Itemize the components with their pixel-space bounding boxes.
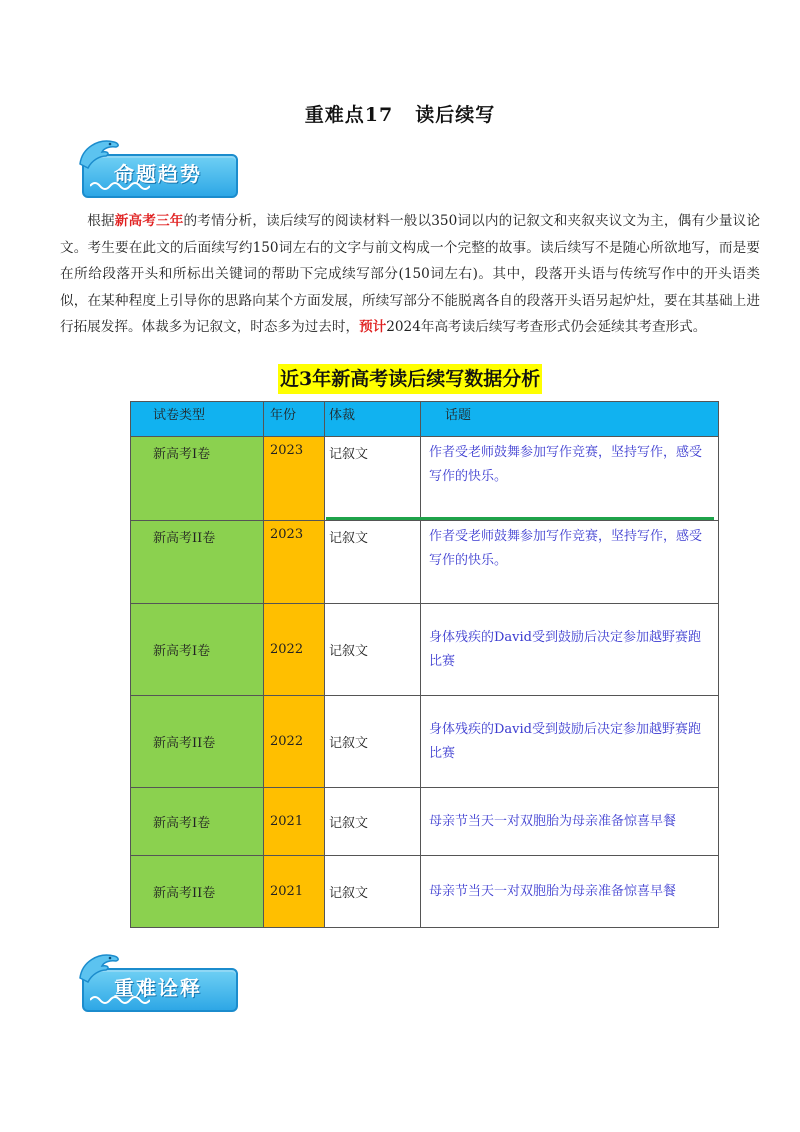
cell-type-text: 新高考I卷 bbox=[153, 816, 211, 831]
table-header-row bbox=[131, 402, 719, 437]
table-row bbox=[131, 788, 719, 856]
cell-type-text: 新高考I卷 bbox=[153, 644, 211, 659]
section-banner-trend bbox=[76, 144, 236, 200]
cell-year bbox=[264, 437, 325, 521]
cell-genre bbox=[325, 604, 421, 696]
cell-type-text: 新高考I卷 bbox=[153, 447, 211, 462]
cell-type bbox=[131, 788, 264, 856]
cell-year bbox=[264, 788, 325, 856]
cell-topic bbox=[421, 788, 719, 856]
header-year bbox=[264, 402, 325, 437]
waves-icon bbox=[90, 180, 150, 190]
cell-type bbox=[131, 696, 264, 788]
cell-topic bbox=[421, 856, 719, 928]
cell-year-text: 2023 bbox=[270, 527, 304, 542]
cell-genre-text: 记叙文 bbox=[329, 886, 369, 901]
cell-year bbox=[264, 696, 325, 788]
para-text-1: 根据 bbox=[87, 213, 115, 229]
table-title: 近3年新高考读后续写数据分析 bbox=[278, 364, 542, 394]
cell-topic bbox=[421, 437, 719, 521]
cell-genre bbox=[325, 437, 421, 521]
banner-label: 命题趋势 bbox=[114, 162, 202, 186]
header-type bbox=[131, 402, 264, 437]
cell-genre-text: 记叙文 bbox=[329, 644, 369, 659]
cell-type bbox=[131, 604, 264, 696]
cell-topic-text: 母亲节当天一对双胞胎为母亲准备惊喜早餐 bbox=[429, 813, 677, 829]
cell-genre-text: 记叙文 bbox=[329, 447, 369, 462]
cell-type bbox=[131, 856, 264, 928]
cell-genre bbox=[325, 856, 421, 928]
cell-year-text: 2023 bbox=[270, 443, 304, 458]
cell-type-text: 新高考II卷 bbox=[153, 531, 216, 546]
green-divider bbox=[326, 517, 714, 520]
cell-topic-text: 身体残疾的David受到鼓励后决定参加越野赛跑比赛 bbox=[429, 629, 701, 669]
cell-topic-text: 作者受老师鼓舞参加写作竞赛，坚持写作，感受写作的快乐。 bbox=[429, 445, 703, 484]
cell-topic bbox=[421, 604, 719, 696]
cell-genre bbox=[325, 696, 421, 788]
cell-year-text: 2021 bbox=[270, 884, 304, 899]
title-part1: 重难点17 bbox=[304, 104, 394, 126]
trend-paragraph bbox=[60, 208, 760, 341]
table-row bbox=[131, 856, 719, 928]
cell-topic-text: 身体残疾的David受到鼓励后决定参加越野赛跑比赛 bbox=[429, 721, 701, 761]
cell-type-text: 新高考II卷 bbox=[153, 886, 216, 901]
cell-topic-text: 母亲节当天一对双胞胎为母亲准备惊喜早餐 bbox=[429, 883, 677, 899]
section-banner-explain bbox=[76, 958, 236, 1014]
header-genre bbox=[325, 402, 421, 437]
para-highlight-1: 新高考三年 bbox=[114, 213, 184, 229]
cell-topic bbox=[421, 696, 719, 788]
cell-year-text: 2022 bbox=[270, 734, 304, 749]
table-row bbox=[131, 604, 719, 696]
table-row bbox=[131, 696, 719, 788]
cell-type-text: 新高考II卷 bbox=[153, 736, 216, 751]
cell-year-text: 2021 bbox=[270, 814, 304, 829]
cell-year-text: 2022 bbox=[270, 642, 304, 657]
title-part2: 读后续写 bbox=[415, 104, 496, 126]
header-genre-text: 体裁 bbox=[329, 408, 356, 423]
cell-year bbox=[264, 856, 325, 928]
cell-type bbox=[131, 521, 264, 604]
page-title bbox=[0, 100, 800, 127]
cell-genre bbox=[325, 521, 421, 604]
data-table bbox=[130, 401, 719, 928]
cell-topic-text: 作者受老师鼓舞参加写作竞赛，坚持写作，感受写作的快乐。 bbox=[429, 529, 703, 568]
header-topic-text: 话题 bbox=[445, 408, 472, 423]
cell-year bbox=[264, 604, 325, 696]
table-row bbox=[131, 521, 719, 604]
table-row bbox=[131, 437, 719, 521]
para-text-3: 2024年高考读后续写考查形式仍会延续其考查形式。 bbox=[386, 319, 707, 335]
para-highlight-2: 预计 bbox=[359, 319, 387, 335]
cell-topic bbox=[421, 521, 719, 604]
header-type-text: 试卷类型 bbox=[153, 408, 206, 423]
para-text-2: 的考情分析，读后续写的阅读材料一般以350词以内的记叙文和夹叙夹议文为主，偶有少量议论文。考生要在此文的后面续写约150词左右的文字与前文构成一个完整的故事。读后续写不是随心所欲地写，而是要在所给段落开头和所标出关键词的帮助下完成续写部分(150词左右)。其中，段落开头语与传统写作中的开头语类似，在某种程度上引导你的思路向某个方面发展，所续写部分不能脱离各自的段落开头语另起炉灶，要在其基础上进行拓展发挥。体裁多为记叙文，时态多为过去时， bbox=[60, 213, 761, 335]
cell-type bbox=[131, 437, 264, 521]
cell-genre-text: 记叙文 bbox=[329, 816, 369, 831]
header-year-text: 年份 bbox=[270, 408, 297, 423]
cell-genre-text: 记叙文 bbox=[329, 531, 369, 546]
header-topic bbox=[421, 402, 719, 437]
waves-icon bbox=[90, 994, 150, 1004]
cell-genre-text: 记叙文 bbox=[329, 736, 369, 751]
banner-label: 重难诠释 bbox=[114, 976, 202, 1000]
cell-year bbox=[264, 521, 325, 604]
cell-genre bbox=[325, 788, 421, 856]
